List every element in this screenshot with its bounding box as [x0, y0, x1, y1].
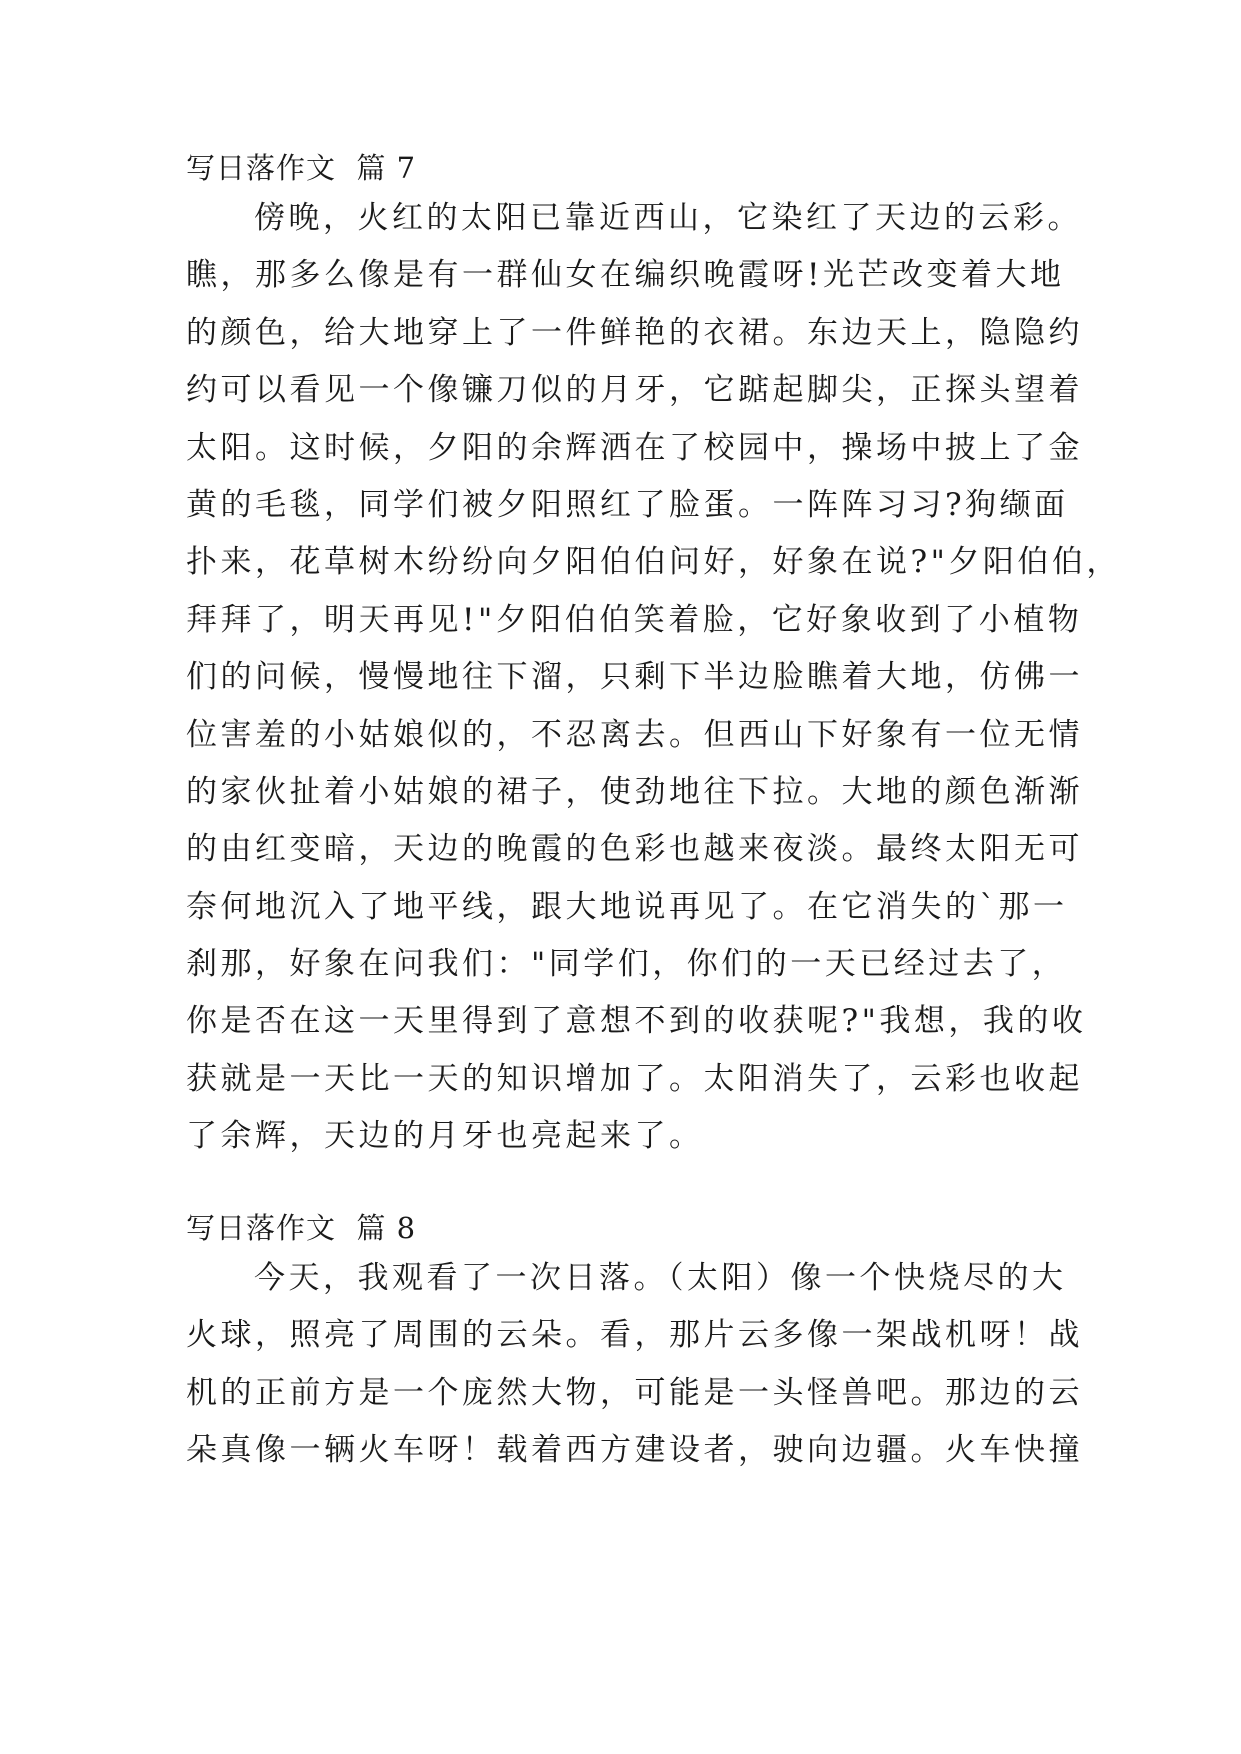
paragraph-line: 黄的毛毯，同学们被夕阳照红了脸蛋。一阵阵习习?狗缬面: [186, 486, 1069, 523]
paragraph-line: 们的问候，慢慢地往下溜，只剩下半边脸瞧着大地，仿佛一: [186, 659, 1083, 696]
section-8-body: [186, 1250, 1083, 1480]
paragraph-line: 了余辉，天边的月牙也亮起来了。: [186, 1118, 704, 1155]
paragraph-line: 今天，我观看了一次日落。（太阳）像一个快烧尽的大: [254, 1260, 1067, 1296]
section-7-heading: 写日落作文 篇 7: [186, 151, 417, 185]
paragraph-line: 拜拜了，明天再见!"夕阳伯伯笑着脸，它好象收到了小植物: [186, 601, 1083, 638]
paragraph-line: 获就是一天比一天的知识增加了。太阳消失了，云彩也收起: [186, 1060, 1083, 1097]
section-8-heading: 写日落作文 篇 8: [186, 1211, 417, 1245]
paragraph-line: 朵真像一辆火车呀！载着西方建设者，驶向边疆。火车快撞: [186, 1432, 1083, 1469]
section-7-body: [186, 190, 1121, 1166]
paragraph-line: 约可以看见一个像镰刀似的月牙，它踮起脚尖，正探头望着: [186, 372, 1083, 409]
paragraph-line: 傍晚，火红的太阳已靠近西山，它染红了天边的云彩。: [254, 200, 1082, 236]
paragraph-line: 的家伙扯着小姑娘的裙子，使劲地往下拉。大地的颜色渐渐: [186, 773, 1083, 810]
paragraph-line: 的由红变暗，天边的晚霞的色彩也越来夜淡。最终太阳无可: [186, 831, 1083, 868]
paragraph-line: 太阳。这时候，夕阳的余辉洒在了校园中，操场中披上了金: [186, 429, 1083, 466]
paragraph-line: 火球，照亮了周围的云朵。看，那片云多像一架战机呀！战: [186, 1317, 1083, 1354]
paragraph-line: 你是否在这一天里得到了意想不到的收获呢?"我想，我的收: [186, 1003, 1087, 1040]
paragraph-line: 瞧，那多么像是有一群仙女在编织晚霞呀!光芒改变着大地: [186, 257, 1065, 294]
paragraph-line: 刹那，好象在问我们："同学们，你们的一天已经过去了，: [186, 946, 1067, 983]
paragraph-line: 的颜色，给大地穿上了一件鲜艳的衣裙。东边天上，隐隐约: [186, 314, 1083, 351]
paragraph-line: 位害羞的小姑娘似的，不忍离去。但西山下好象有一位无情: [186, 716, 1083, 753]
paragraph-line: 机的正前方是一个庞然大物，可能是一头怪兽吧。那边的云: [186, 1374, 1083, 1411]
paragraph-line: 奈何地沉入了地平线，跟大地说再见了。在它消失的`那一: [186, 888, 1068, 925]
paragraph-line: 扑来，花草树木纷纷向夕阳伯伯问好，好象在说?"夕阳伯伯，: [186, 544, 1121, 581]
